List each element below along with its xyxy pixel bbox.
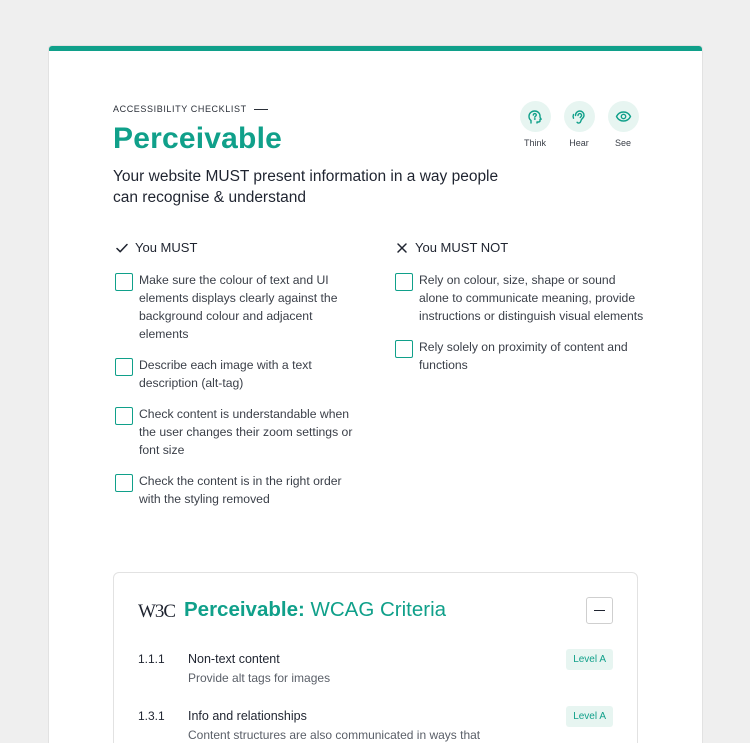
wcag-title-strong: Perceivable: [184, 598, 305, 621]
level-badge: Level A [566, 706, 613, 727]
minus-icon [594, 610, 605, 612]
must-not-item [395, 338, 645, 374]
criterion-number: 1.1.1 [138, 652, 165, 666]
must-item [115, 356, 365, 392]
must-not-item-text: Rely on colour, size, shape or sound alone to communicate meaning, provide instructions or distinguish visual elements [419, 273, 644, 323]
card-accent-bar [49, 46, 702, 51]
checkbox[interactable] [395, 340, 413, 358]
must-item [115, 405, 365, 459]
mode-label-see: See [614, 138, 631, 148]
checkbox[interactable] [115, 407, 133, 425]
mode-label-hear: Hear [569, 138, 589, 148]
criterion-description: Provide alt tags for images [188, 671, 331, 685]
eye-icon [608, 101, 639, 132]
eyebrow-label [113, 104, 268, 114]
checkmark-icon [115, 241, 129, 255]
must-heading [115, 240, 365, 255]
checkbox[interactable] [115, 474, 133, 492]
checkbox[interactable] [115, 358, 133, 376]
wcag-panel-title [184, 598, 446, 622]
wcag-title-rest: WCAG Criteria [304, 598, 447, 621]
mode-think [519, 101, 551, 148]
criterion-number: 1.3.1 [138, 709, 165, 723]
mode-label-think: Think [523, 138, 546, 148]
wcag-criteria-panel [113, 572, 638, 743]
cross-icon [395, 241, 409, 255]
mode-icons [519, 101, 639, 148]
must-item-text: Describe each image with a text description (alt-tag) [139, 358, 312, 390]
must-not-item [395, 271, 645, 325]
mode-see [607, 101, 639, 148]
head-icon [520, 101, 551, 132]
must-item [115, 271, 365, 343]
eyebrow-dash [254, 109, 268, 110]
criterion-description: Content structures are also communicated in ways that [188, 728, 481, 742]
collapse-button[interactable] [586, 597, 613, 624]
must-heading-label: You MUST [135, 240, 198, 255]
page-subtitle: Your website MUST present information in a way people can recognise & understand [113, 168, 499, 206]
must-not-item-text: Rely solely on proximity of content and functions [419, 340, 628, 372]
mode-hear [563, 101, 595, 148]
w3c-logo: W3C [138, 601, 176, 622]
checklist-card [48, 45, 703, 743]
page-title: Perceivable [113, 122, 282, 155]
ear-icon [564, 101, 595, 132]
eyebrow-text: ACCESSIBILITY CHECKLIST [113, 104, 247, 114]
must-not-heading-label: You MUST NOT [415, 240, 509, 255]
must-not-heading [395, 240, 645, 255]
criterion-name: Non-text content [188, 652, 280, 666]
must-column [115, 240, 365, 521]
checkbox[interactable] [115, 273, 133, 291]
must-item-text: Check the content is in the right order with the styling removed [139, 474, 342, 506]
must-item [115, 472, 365, 508]
level-badge: Level A [566, 649, 613, 670]
must-item-text: Check content is understandable when the user changes their zoom settings or font size [139, 407, 353, 457]
must-not-column [395, 240, 645, 387]
criterion-name: Info and relationships [188, 709, 307, 723]
must-item-text: Make sure the colour of text and UI elements displays clearly against the background colour and adjacent elements [139, 273, 338, 341]
checkbox[interactable] [395, 273, 413, 291]
